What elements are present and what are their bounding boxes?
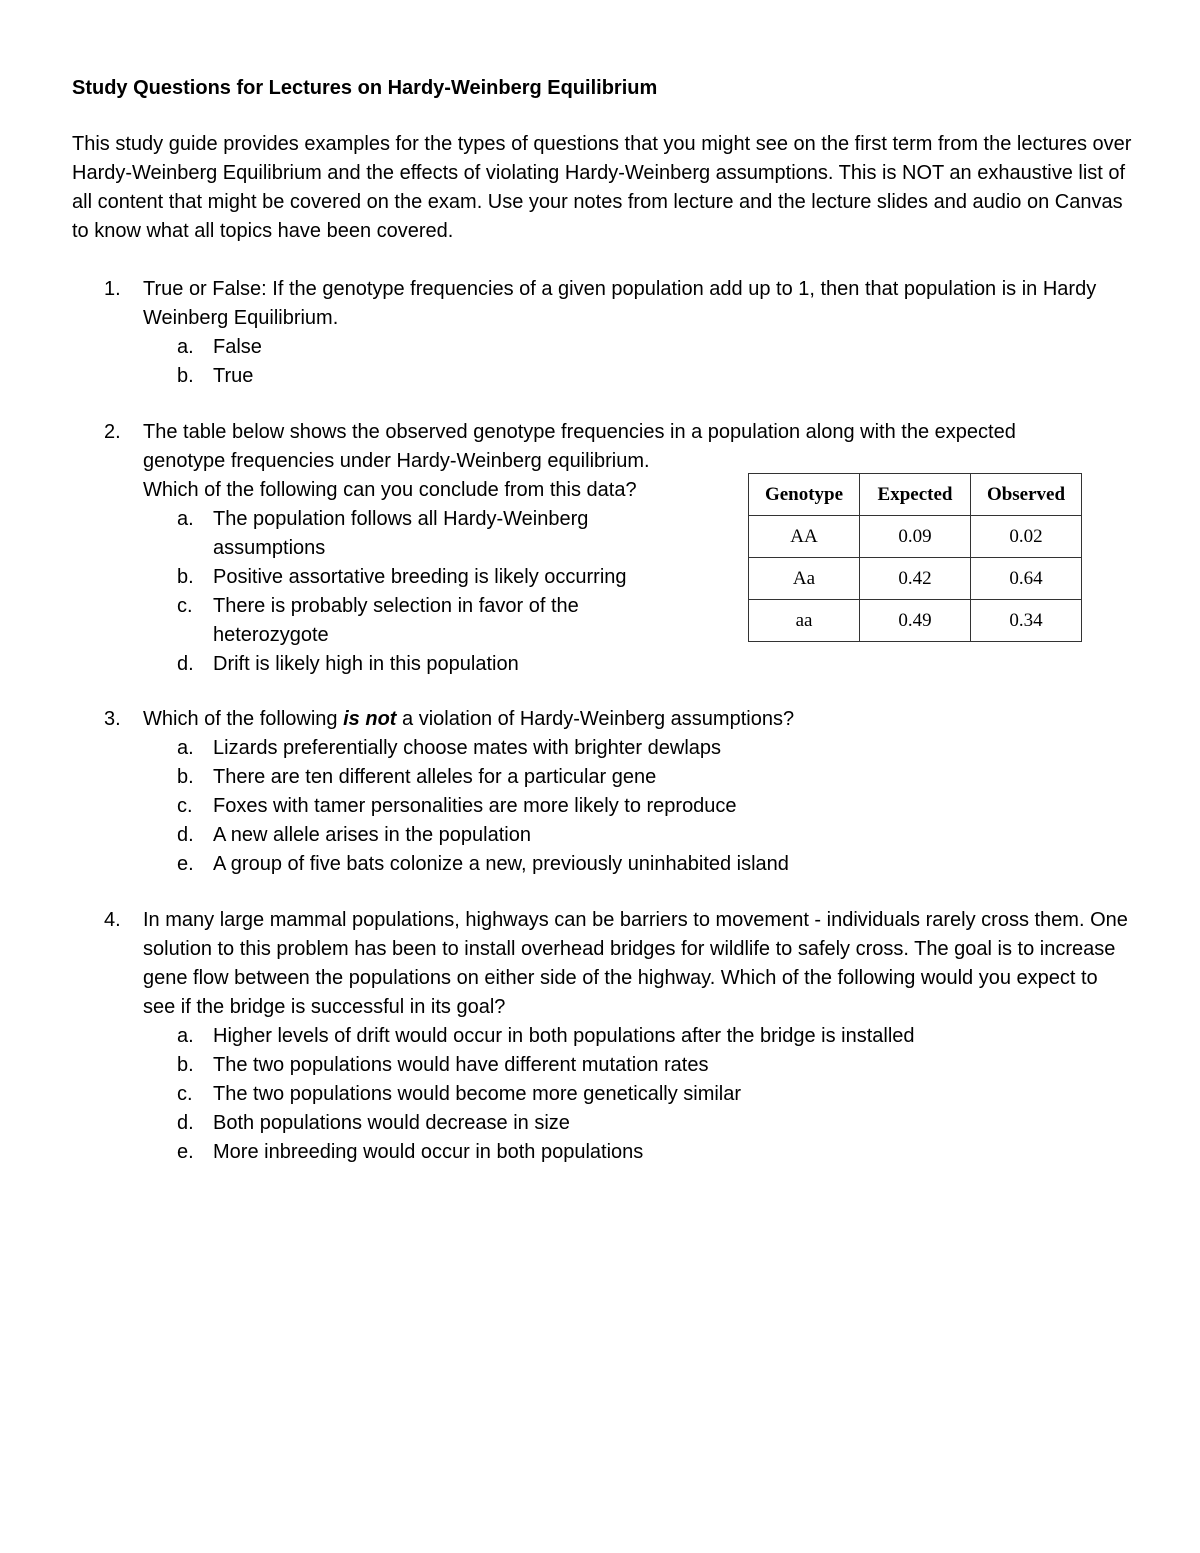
table-cell: AA [749,516,860,558]
option-text: A group of five bats colonize a new, previously uninhabited island [213,853,789,875]
question-number: 3. [104,708,121,730]
question-stem-line: genotype frequencies under Hardy-Weinberg equilibrium. [143,450,650,472]
table-cell: Aa [749,558,860,600]
table-cell: 0.09 [860,516,971,558]
option-item [104,1022,1134,1051]
option-item [104,592,664,650]
question-stem-line: Which of the following can you conclude from this data? [143,479,637,501]
option-letter: b. [177,365,194,387]
question-number: 1. [104,278,121,300]
option-item [104,821,1124,850]
column-header: Observed [971,474,1082,516]
option-letter: c. [177,795,193,817]
table-cell: 0.02 [971,516,1082,558]
option-letter: a. [177,508,194,530]
intro-paragraph: This study guide provides examples for the types of questions that you might see on the first term from the lectures over Hardy-Weinberg Equilibrium and the effects of violating Hardy-Weinberg assumptions. This is NOT an exhaustive list of all content that might be covered on the exam. Use your notes from lecture and the lecture slides and audio on Canvas to know what all topics have been covered. [72,133,1132,242]
table-row [749,600,1082,642]
option-letter: c. [177,595,193,617]
option-letter: b. [177,1054,194,1076]
option-text: Higher levels of drift would occur in both populations after the bridge is installed [213,1025,915,1047]
answer-options [104,1022,1134,1167]
option-text: True [213,365,254,387]
option-text: False [213,336,262,358]
option-item [104,333,1124,362]
column-header: Expected [860,474,971,516]
option-letter: d. [177,824,194,846]
option-item [104,1138,1134,1167]
option-letter: d. [177,653,194,675]
question-1 [104,275,1124,391]
option-letter: e. [177,1141,194,1163]
option-text: More inbreeding would occur in both populations [213,1141,644,1163]
option-item [104,763,1124,792]
option-item [104,850,1124,879]
option-text: Positive assortative breeding is likely occurring [213,566,627,588]
option-item [104,563,664,592]
table-cell: 0.64 [971,558,1082,600]
option-letter: a. [177,1025,194,1047]
question-stem: In many large mammal populations, highways can be barriers to movement - individuals rarely cross them. One solution to this problem has been to install overhead bridges for wildlife to safely cross. The goal is to increase gene flow between the populations on either side of the highway. Which of the following would you expect to see if the bridge is successful in its goal? [143,909,1128,1018]
option-letter: e. [177,853,194,875]
option-text: Lizards preferentially choose mates with brighter dewlaps [213,737,722,759]
option-letter: d. [177,1112,194,1134]
option-item [104,734,1124,763]
option-letter: a. [177,737,194,759]
table-row [749,558,1082,600]
option-text: The two populations would have different mutation rates [213,1054,709,1076]
option-text: Both populations would decrease in size [213,1112,570,1134]
option-item [104,650,664,679]
answer-options [104,505,664,679]
option-text: The population follows all Hardy-Weinberg assumptions [213,508,589,559]
table-header-row [749,474,1082,516]
option-letter: b. [177,566,194,588]
table-row [749,516,1082,558]
page-title: Study Questions for Lectures on Hardy-Weinberg Equilibrium [72,77,658,99]
option-item [104,362,1124,391]
question-number: 2. [104,421,121,443]
question-4 [104,906,1134,1167]
stem-text: a violation of Hardy-Weinberg assumptions? [396,708,795,730]
stem-text: Which of the following [143,708,344,730]
question-3 [104,705,1124,879]
question-stem-line: The table below shows the observed genotype frequencies in a population along with the expected [143,421,1016,443]
option-item [104,792,1124,821]
option-text: Drift is likely high in this population [213,653,519,675]
question-stem [143,705,1124,734]
genotype-frequency-table [748,473,1082,642]
stem-emphasis: is not [343,708,397,730]
column-header: Genotype [749,474,860,516]
table-cell: 0.34 [971,600,1082,642]
option-item [104,1080,1134,1109]
option-text: The two populations would become more genetically similar [213,1083,742,1105]
option-item [104,1109,1134,1138]
option-text: A new allele arises in the population [213,824,531,846]
question-number: 4. [104,909,121,931]
answer-options [104,333,1124,391]
option-text: There is probably selection in favor of the heterozygote [213,595,579,646]
option-text: Foxes with tamer personalities are more likely to reproduce [213,795,737,817]
table-cell: 0.49 [860,600,971,642]
option-item [104,505,664,563]
option-letter: c. [177,1083,193,1105]
option-letter: a. [177,336,194,358]
answer-options [104,734,1124,879]
option-item [104,1051,1134,1080]
question-stem: True or False: If the genotype frequencies of a given population add up to 1, then that population is in Hardy Weinberg Equilibrium. [143,278,1097,329]
table-cell: aa [749,600,860,642]
option-text: There are ten different alleles for a particular gene [213,766,657,788]
option-letter: b. [177,766,194,788]
table-cell: 0.42 [860,558,971,600]
